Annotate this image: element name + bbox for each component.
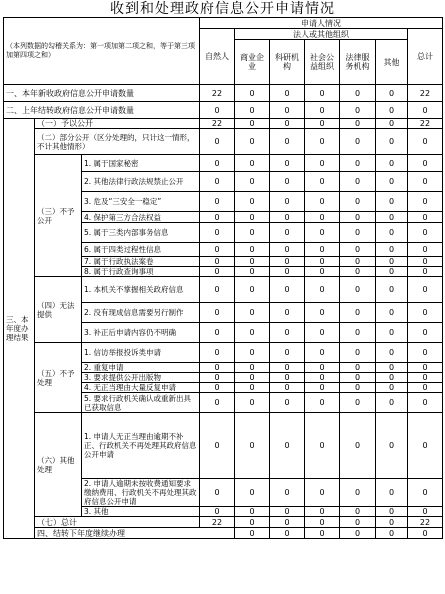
table-row — [4, 528, 443, 539]
cell: 0 — [408, 172, 443, 192]
commercial-header: 商业企业 — [235, 40, 270, 85]
cell: 0 — [340, 343, 376, 363]
cell: 0 — [340, 383, 376, 393]
cell: 0 — [270, 277, 305, 303]
cell: 0 — [305, 277, 340, 303]
cell: 0 — [376, 212, 408, 223]
table-row — [4, 129, 443, 155]
cell: 0 — [376, 119, 408, 129]
row-label: 5. 要求行政机关确认或重新出具已获取信息 — [82, 393, 200, 413]
cell: 0 — [200, 343, 235, 363]
cell: 0 — [408, 413, 443, 479]
table-row — [4, 277, 443, 303]
cell: 0 — [340, 212, 376, 223]
cell: 0 — [340, 373, 376, 383]
section-three-label: 三、本年度办理结果 — [4, 119, 35, 539]
cell: 0 — [270, 343, 305, 363]
cell: 0 — [376, 479, 408, 507]
cell: 0 — [408, 479, 443, 507]
cell: 0 — [235, 479, 270, 507]
cell: 0 — [270, 323, 305, 343]
cell: 0 — [305, 528, 340, 539]
cell: 0 — [270, 507, 305, 517]
application-table — [3, 17, 443, 539]
row-label: 2. 其他法律行政法规禁止公开 — [82, 172, 200, 192]
cell: 0 — [408, 303, 443, 323]
cell: 0 — [340, 102, 376, 119]
cell: 0 — [235, 257, 270, 267]
cell: 0 — [235, 303, 270, 323]
legal-service-header: 法律服务机构 — [340, 40, 376, 85]
cell: 0 — [340, 363, 376, 373]
row-label: 一、本年新收政府信息公开申请数量 — [4, 85, 200, 102]
cell: 0 — [270, 119, 305, 129]
cell: 0 — [200, 303, 235, 323]
group-label: （四）无法提供 — [35, 277, 82, 343]
cell: 0 — [235, 393, 270, 413]
cell: 0 — [376, 373, 408, 383]
other-header: 其他 — [376, 40, 408, 85]
table-row — [4, 119, 443, 129]
row-label: 4. 无正当理由大量反复申请 — [82, 383, 200, 393]
cell: 0 — [376, 192, 408, 212]
cell: 0 — [376, 323, 408, 343]
cell: 0 — [200, 155, 235, 172]
cell: 0 — [200, 267, 235, 277]
cell: 0 — [376, 243, 408, 257]
cell: 0 — [200, 129, 235, 155]
cell: 0 — [376, 383, 408, 393]
table-row — [4, 85, 443, 102]
table-row — [4, 343, 443, 363]
cell: 0 — [408, 267, 443, 277]
row-label: 3. 其他 — [82, 507, 200, 517]
cell: 0 — [376, 257, 408, 267]
cell: 0 — [270, 223, 305, 243]
cell: 0 — [408, 192, 443, 212]
cell: 0 — [408, 277, 443, 303]
cell: 0 — [305, 172, 340, 192]
cell: 0 — [270, 172, 305, 192]
cell: 0 — [340, 479, 376, 507]
cell: 0 — [270, 393, 305, 413]
cell: 0 — [376, 129, 408, 155]
cell: 0 — [235, 277, 270, 303]
cell: 0 — [235, 243, 270, 257]
cell: 0 — [270, 517, 305, 528]
row-label: （七）总计 — [35, 517, 200, 528]
row-label: （二）部分公开（区分处理的，只计这一情形，不计其他情形） — [35, 129, 200, 155]
cell: 0 — [235, 383, 270, 393]
cell: 0 — [408, 383, 443, 393]
cell: 22 — [408, 119, 443, 129]
cell: 0 — [200, 323, 235, 343]
cell: 0 — [305, 383, 340, 393]
cell: 0 — [200, 243, 235, 257]
cell: 0 — [305, 223, 340, 243]
cell: 0 — [340, 119, 376, 129]
cell: 0 — [340, 223, 376, 243]
total-header: 总计 — [408, 29, 443, 85]
social-header: 社会公益组织 — [305, 40, 340, 85]
page-title: 收到和处理政府信息公开申请情况 — [110, 1, 335, 17]
cell: 0 — [270, 155, 305, 172]
row-label: 4. 保护第三方合法权益 — [82, 212, 200, 223]
cell: 0 — [235, 172, 270, 192]
cell: 0 — [235, 413, 270, 479]
cell: 0 — [235, 223, 270, 243]
cell: 0 — [200, 172, 235, 192]
cell: 0 — [408, 155, 443, 172]
cell: 0 — [340, 507, 376, 517]
cell: 0 — [408, 212, 443, 223]
cell: 0 — [408, 343, 443, 363]
cell: 0 — [305, 479, 340, 507]
cell: 0 — [305, 507, 340, 517]
cell: 0 — [408, 528, 443, 539]
row-label: 7. 属于行政执法案卷 — [82, 257, 200, 267]
cell: 0 — [376, 343, 408, 363]
cell: 0 — [340, 243, 376, 257]
cell: 0 — [340, 413, 376, 479]
cell: 0 — [305, 323, 340, 343]
cell: 0 — [235, 102, 270, 119]
cell: 0 — [340, 172, 376, 192]
cell: 0 — [376, 277, 408, 303]
cell: 0 — [270, 363, 305, 373]
cell: 0 — [305, 267, 340, 277]
group-label: （六）其他处理 — [35, 413, 82, 517]
cell: 0 — [376, 303, 408, 323]
cell: 0 — [340, 323, 376, 343]
cell: 0 — [235, 517, 270, 528]
cell: 0 — [340, 517, 376, 528]
cell: 0 — [376, 102, 408, 119]
cell: 0 — [340, 277, 376, 303]
cell: 0 — [235, 507, 270, 517]
row-label: （一）予以公开 — [35, 119, 200, 129]
table-row — [4, 102, 443, 119]
cell: 0 — [200, 413, 235, 479]
cell: 0 — [270, 383, 305, 393]
row-label: 1. 属于国家秘密 — [82, 155, 200, 172]
cell: 0 — [200, 192, 235, 212]
cell: 0 — [376, 172, 408, 192]
cell: 0 — [305, 102, 340, 119]
cell: 0 — [270, 129, 305, 155]
cell: 22 — [200, 517, 235, 528]
cell: 0 — [235, 343, 270, 363]
cell: 0 — [200, 373, 235, 383]
cell: 0 — [340, 393, 376, 413]
table-note: （本列数据的勾稽关系为：第一项加第二项之和，等于第三项加第四项之和） — [4, 18, 200, 85]
cell: 0 — [305, 243, 340, 257]
cell: 0 — [270, 528, 305, 539]
row-label: 2. 重复申请 — [82, 363, 200, 373]
legal-entity-header: 法人或其他组织 — [235, 29, 408, 40]
row-label: 四、结转下年度继续办理 — [35, 528, 235, 539]
cell: 0 — [305, 257, 340, 267]
cell: 0 — [235, 323, 270, 343]
cell: 0 — [270, 479, 305, 507]
cell: 0 — [340, 528, 376, 539]
row-label: 2. 申请人逾期未按收费通知要求缴纳费用、行政机关不再处理其政府信息公开申请 — [82, 479, 200, 507]
cell: 0 — [270, 192, 305, 212]
cell: 0 — [270, 102, 305, 119]
cell: 0 — [305, 413, 340, 479]
cell: 0 — [340, 257, 376, 267]
cell: 0 — [305, 343, 340, 363]
cell: 0 — [305, 373, 340, 383]
cell: 0 — [376, 85, 408, 102]
cell: 0 — [408, 507, 443, 517]
cell: 0 — [235, 192, 270, 212]
cell: 0 — [200, 277, 235, 303]
cell: 0 — [376, 413, 408, 479]
cell: 0 — [200, 363, 235, 373]
row-label: 8. 属于行政查询事项 — [82, 267, 200, 277]
cell: 0 — [270, 85, 305, 102]
cell: 0 — [270, 243, 305, 257]
cell: 0 — [200, 479, 235, 507]
cell: 0 — [200, 102, 235, 119]
cell: 0 — [305, 517, 340, 528]
cell: 0 — [235, 373, 270, 383]
cell: 0 — [270, 212, 305, 223]
row-label: 3. 要求提供公开出版物 — [82, 373, 200, 383]
cell: 0 — [376, 507, 408, 517]
cell: 0 — [340, 267, 376, 277]
cell: 0 — [200, 507, 235, 517]
natural-person-header: 自然人 — [200, 29, 235, 85]
cell: 0 — [408, 363, 443, 373]
row-label: 2. 没有现成信息需要另行制作 — [82, 303, 200, 323]
cell: 0 — [235, 363, 270, 373]
cell: 0 — [235, 267, 270, 277]
applicant-header: 申请人情况 — [200, 18, 443, 29]
row-label: 3. 补正后申请内容仍不明确 — [82, 323, 200, 343]
cell: 0 — [408, 129, 443, 155]
row-label: 5. 属于三类内部事务信息 — [82, 223, 200, 243]
row-label: 二、上年结转政府信息公开申请数量 — [4, 102, 200, 119]
cell: 0 — [408, 373, 443, 383]
cell: 0 — [305, 129, 340, 155]
cell: 0 — [340, 85, 376, 102]
cell: 0 — [200, 393, 235, 413]
cell: 0 — [376, 363, 408, 373]
table-row — [4, 155, 443, 172]
cell: 0 — [305, 155, 340, 172]
cell: 0 — [408, 223, 443, 243]
row-label: 3. 危及“三安全一稳定” — [82, 192, 200, 212]
row-label: 6. 属于四类过程性信息 — [82, 243, 200, 257]
cell: 0 — [305, 303, 340, 323]
cell: 0 — [408, 243, 443, 257]
group-label: （三）不予公开 — [35, 155, 82, 277]
row-label: 1. 申请人无正当理由逾期不补正、行政机关不再处理其政府信息公开申请 — [82, 413, 200, 479]
cell: 0 — [340, 303, 376, 323]
cell: 0 — [305, 85, 340, 102]
cell: 0 — [340, 192, 376, 212]
group-label: （五）不予处理 — [35, 343, 82, 413]
cell: 0 — [376, 223, 408, 243]
cell: 0 — [340, 155, 376, 172]
cell: 0 — [376, 155, 408, 172]
cell: 0 — [270, 413, 305, 479]
cell: 22 — [200, 119, 235, 129]
cell: 22 — [200, 85, 235, 102]
cell: 0 — [200, 383, 235, 393]
cell: 0 — [376, 267, 408, 277]
table-row — [4, 413, 443, 479]
cell: 0 — [270, 267, 305, 277]
cell: 0 — [235, 85, 270, 102]
cell: 0 — [376, 528, 408, 539]
cell: 0 — [408, 102, 443, 119]
row-label: 1. 信访举报投诉类申请 — [82, 343, 200, 363]
cell: 0 — [235, 119, 270, 129]
cell: 0 — [305, 212, 340, 223]
cell: 0 — [270, 373, 305, 383]
row-label: 1. 本机关不掌握相关政府信息 — [82, 277, 200, 303]
cell: 22 — [408, 85, 443, 102]
cell: 22 — [408, 517, 443, 528]
cell: 0 — [305, 119, 340, 129]
cell: 0 — [235, 129, 270, 155]
cell: 0 — [235, 212, 270, 223]
cell: 0 — [200, 212, 235, 223]
cell: 0 — [200, 223, 235, 243]
cell: 0 — [235, 528, 270, 539]
cell: 0 — [305, 192, 340, 212]
cell: 0 — [235, 155, 270, 172]
cell: 0 — [305, 393, 340, 413]
cell: 0 — [408, 323, 443, 343]
cell: 0 — [376, 393, 408, 413]
cell: 0 — [408, 257, 443, 267]
cell: 0 — [340, 129, 376, 155]
cell: 0 — [270, 257, 305, 267]
cell: 0 — [376, 517, 408, 528]
cell: 0 — [408, 393, 443, 413]
cell: 0 — [305, 363, 340, 373]
cell: 0 — [200, 257, 235, 267]
cell: 0 — [270, 303, 305, 323]
research-header: 科研机构 — [270, 40, 305, 85]
table-row — [4, 517, 443, 528]
